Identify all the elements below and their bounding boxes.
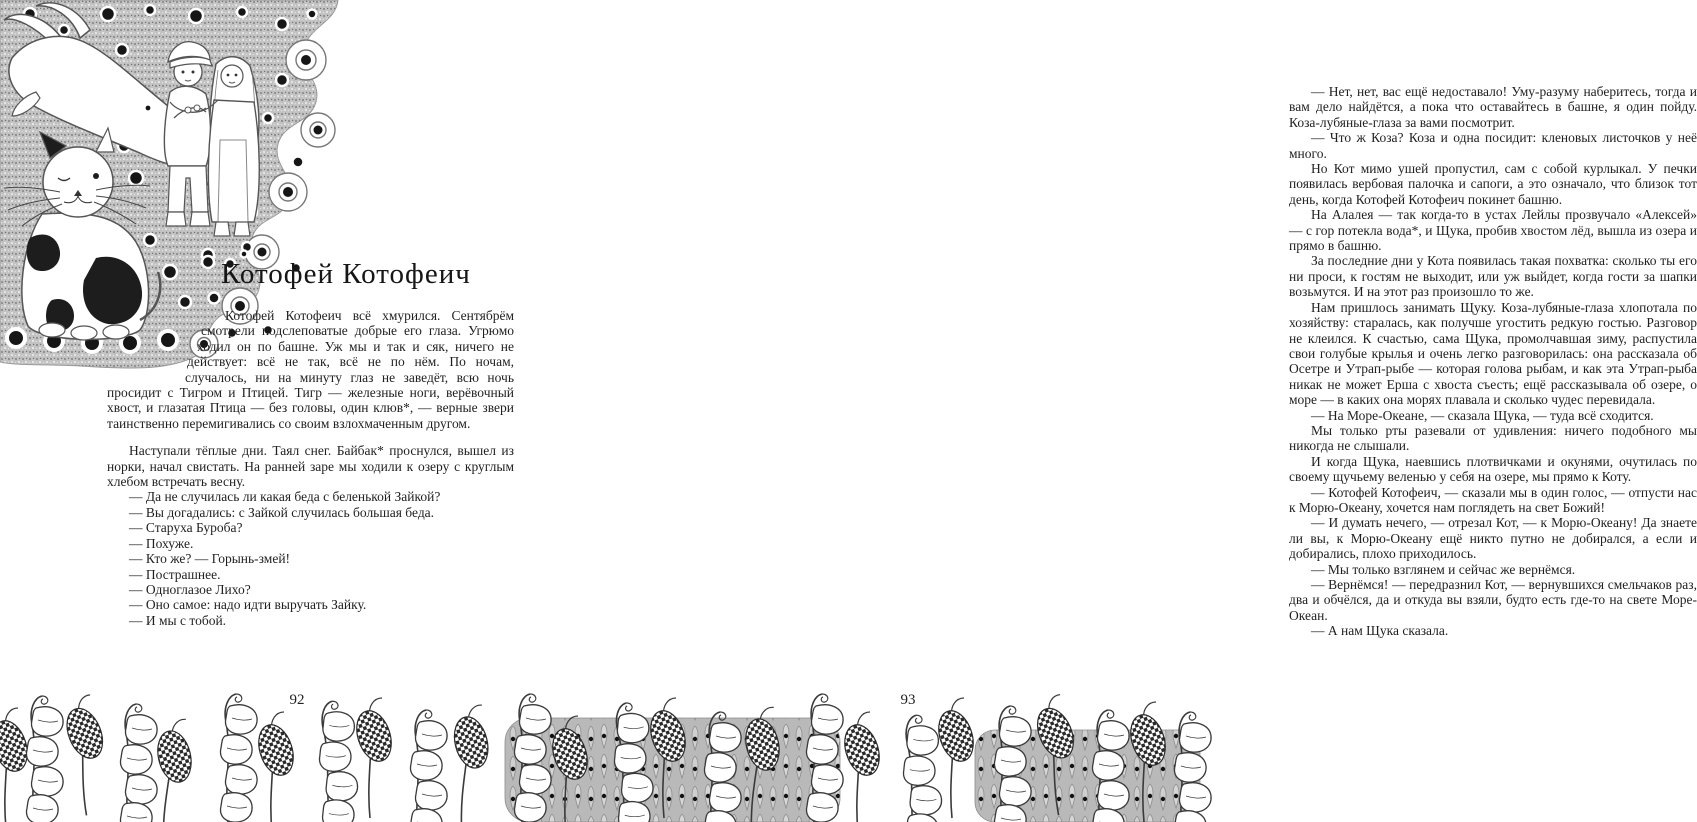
paragraph: — Что ж Коза? Коза и одна посидит: кленовых листочков у неё много. (1289, 130, 1697, 161)
right-text-column (1289, 84, 1697, 639)
dialogue-line: — Одноглазое Лихо? (129, 581, 251, 597)
paragraph: — Вернёмся! — передразнил Кот, — вернувшихся смельчаков раз, два и обчёлся, да и откуда вы взяли, будто есть где-то на свете Море-Океан. (1289, 577, 1697, 623)
dialogue-line: — Кто же? — Горынь-змей! (129, 551, 291, 567)
wrap-spacer (107, 370, 185, 385)
paragraph: И когда Щука, наевшись плотвичками и окунями, очутилась по своему щучьему веленью у себя на озере, мы прямо к Коту. (1289, 453, 1697, 485)
dialogue-line: — Вы догадались: с Зайкой случилась большая беда. (129, 504, 435, 520)
wrap-spacer (107, 354, 187, 369)
dialogue-line: — Оно самое: надо идти выручать Зайку. (129, 597, 367, 613)
paragraph: — И думать нечего, — отрезал Кот, — к Морю-Океану! Да знаете ли вы, к Морю-Океану ещё никто путно не добирался, а если и добирались, плохо приходилось. (1289, 515, 1697, 562)
paragraph: — Мы только взглянем и сейчас же вернёмся. (1311, 561, 1576, 577)
dialogue-line: — Старуха Буроба? (129, 520, 243, 536)
paragraph: Нам пришлось занимать Щуку. Коза-лубяные-глаза хлопотала по хозяйству: старалась, как получше угостить редкую гостью. Разговор не клеился. К счастью, сама Щука, промолчавшая зиму, распустила свои голубые крылья и очень легко разговорилась: она рассказала об Осетре и Утрап-рыбе — которая голова рыбам, и как эта Утрап-рыба никак не может Ерша с хвоста съесть; ещё рассказывала об озере, о море — в каких она морях плавала и сколько чудес перевидала. (1289, 299, 1697, 408)
paragraph: Но Кот мимо ушей пропустил, сам с собой курлыкал. У печки появилась вербовая палочка и сапоги, а это означало, что близок тот день, когда Котофей Котофеич покинет башню. (1289, 161, 1697, 207)
paragraph: На Алалея — так когда-то в устах Лейлы прозвучало «Алексей» — с гор потекла вода*, и Щука, пробив хвостом лёд, вышла из озера и прямо в башню. (1289, 207, 1697, 254)
dialogue-line: — И мы с тобой. (129, 612, 227, 628)
paragraph: — На Море-Океане, — сказала Щука, — туда всё сходится. (1311, 407, 1654, 423)
bottom-border-illustration (0, 692, 1200, 822)
paragraph: За последние дни у Кота появилась такая похватка: сколько ты его ни проси, к гостям не выходит, или уж выйдет, когда гости за шапки возьмутся. И на этот раз произошло то же. (1289, 253, 1697, 300)
paragraph: — А нам Щука сказала. (1311, 623, 1449, 639)
wrap-spacer (107, 308, 225, 323)
paragraph: Наступали тёплые дни. Таял снег. Байбак* проснулся, вышел из норки, начал свистать. На ранней заре мы ходили к озеру с круглым хлебом встречать весну. (107, 443, 514, 490)
paragraph: Мы только рты разевали от удивления: ничего подобного мы никогда не слышали. (1289, 422, 1697, 454)
wrap-spacer (107, 339, 197, 354)
left-text-column (107, 308, 514, 628)
paragraph: — Котофей Котофеич, — сказали мы в один голос, — отпусти нас к Морю-Океану, хочется нам поглядеть на свет Божий! (1289, 484, 1697, 515)
paragraph: Котофей Котофеич всё хмурился. Сентябрём смотрели подслеповатые добрые его глаза. Угрюмо ходил он по башне. Уж мы и так и сяк, ничего не действует: всё не так, всё не по нём. По ночам, случалось, ни на минуту глаз не заведёт, всю ночь просидит с Тигром и Птицей. Тигр — железные ноги, верёвочный хвост, и глазатая Птица — без головы, один клюв*, — верные звери таинственно перемигивались со своим взлохмаченным другом. (107, 308, 514, 431)
page-number-left: 92 (289, 692, 305, 708)
dialogue-line: — Похуже. (129, 535, 194, 551)
page-number-right: 93 (900, 692, 916, 708)
dialogue-line: — Пострашнее. (129, 566, 221, 582)
chapter-title: Котофей Котофеич (221, 258, 471, 290)
dialogue-line: — Да не случилась ли какая беда с беленькой Зайкой? (129, 489, 441, 505)
wrap-spacer (107, 323, 201, 338)
paragraph: — Нет, нет, вас ещё недоставало! Уму-разуму наберитесь, тогда и вам дело найдётся, а пока что оставайтесь в башне, я один пойду. Коза-лубяные-глаза за вами посмотрит. (1289, 84, 1697, 130)
